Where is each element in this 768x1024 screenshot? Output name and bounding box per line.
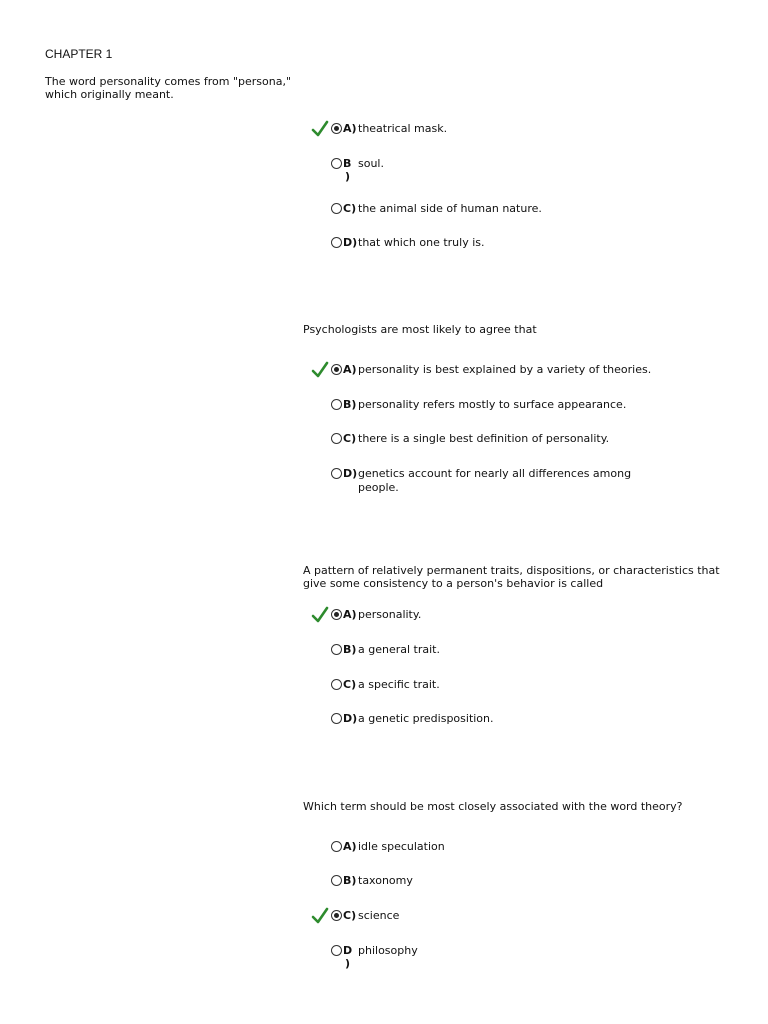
check-icon	[311, 606, 329, 624]
q4-choice-b[interactable]	[310, 874, 690, 890]
choice-letter: A)	[343, 122, 357, 135]
radio-icon[interactable]	[331, 875, 342, 886]
q2-choice-b[interactable]	[310, 398, 690, 414]
choice-letter: C)	[343, 202, 357, 215]
check-icon	[311, 120, 329, 138]
radio-icon[interactable]	[331, 910, 342, 921]
q4-choice-a[interactable]	[310, 840, 690, 856]
radio-icon[interactable]	[331, 945, 342, 956]
q2-choice-d[interactable]	[310, 467, 690, 494]
q1-choice-b[interactable]	[310, 157, 690, 183]
q1-choice-a[interactable]	[310, 122, 690, 138]
choice-text: idle speculation	[358, 840, 445, 853]
q4-choice-c[interactable]	[310, 909, 690, 925]
radio-icon[interactable]	[331, 364, 342, 375]
choice-text: there is a single best definition of personality.	[358, 432, 610, 445]
choice-text: personality refers mostly to surface appearance.	[358, 398, 627, 411]
question-3-text: A pattern of relatively permanent traits, dispositions, or characteristics that give some consistency to a person's behavior is called	[303, 564, 720, 590]
question-4-text: Which term should be most closely associated with the word theory?	[303, 800, 683, 813]
q1-choice-d[interactable]	[310, 236, 690, 252]
question-2-text: Psychologists are most likely to agree that	[303, 323, 537, 336]
check-icon	[311, 361, 329, 379]
radio-icon[interactable]	[331, 123, 342, 134]
choice-letter: C)	[343, 432, 357, 445]
choice-text: genetics account for nearly all differences among people.	[358, 467, 632, 494]
choice-text: science	[358, 909, 400, 922]
radio-icon[interactable]	[331, 679, 342, 690]
choice-text: personality.	[358, 608, 422, 621]
choice-text: philosophy	[358, 944, 418, 957]
choice-letter: B)	[343, 643, 357, 656]
radio-icon[interactable]	[331, 841, 342, 852]
radio-icon[interactable]	[331, 609, 342, 620]
q3-choice-c[interactable]	[310, 678, 690, 694]
choice-letter: B)	[343, 398, 357, 411]
radio-icon[interactable]	[331, 158, 342, 169]
choice-text: a specific trait.	[358, 678, 440, 691]
choice-text: the animal side of human nature.	[358, 202, 542, 215]
choice-letter: D)	[343, 712, 358, 725]
q3-choice-a[interactable]	[310, 608, 690, 624]
q4-choice-d[interactable]	[310, 944, 690, 970]
choice-letter: C)	[343, 678, 357, 691]
choice-text: personality is best explained by a variety of theories.	[358, 363, 652, 376]
choice-text: that which one truly is.	[358, 236, 485, 249]
choice-letter: C)	[343, 909, 357, 922]
choice-letter: A)	[343, 840, 357, 853]
chapter-title: CHAPTER 1	[45, 47, 113, 61]
question-1-text: The word personality comes from "persona," which originally meant.	[45, 75, 292, 101]
check-icon	[311, 907, 329, 925]
choice-text: a general trait.	[358, 643, 440, 656]
q3-choice-b[interactable]	[310, 643, 690, 659]
radio-icon[interactable]	[331, 433, 342, 444]
radio-icon[interactable]	[331, 203, 342, 214]
choice-text: soul.	[358, 157, 384, 170]
radio-icon[interactable]	[331, 399, 342, 410]
choice-letter: D)	[343, 467, 358, 480]
q2-choice-c[interactable]	[310, 432, 690, 448]
choice-text: taxonomy	[358, 874, 413, 887]
radio-icon[interactable]	[331, 644, 342, 655]
choice-letter: A)	[343, 608, 357, 621]
choice-letter: D )	[343, 944, 353, 970]
q2-choice-a[interactable]	[310, 363, 690, 379]
radio-icon[interactable]	[331, 713, 342, 724]
radio-icon[interactable]	[331, 237, 342, 248]
choice-letter: B )	[343, 157, 352, 183]
choice-letter: D)	[343, 236, 358, 249]
choice-text: theatrical mask.	[358, 122, 448, 135]
choice-text: a genetic predisposition.	[358, 712, 494, 725]
q1-choice-c[interactable]	[310, 202, 690, 218]
choice-letter: A)	[343, 363, 357, 376]
q3-choice-d[interactable]	[310, 712, 690, 728]
radio-icon[interactable]	[331, 468, 342, 479]
choice-letter: B)	[343, 874, 357, 887]
